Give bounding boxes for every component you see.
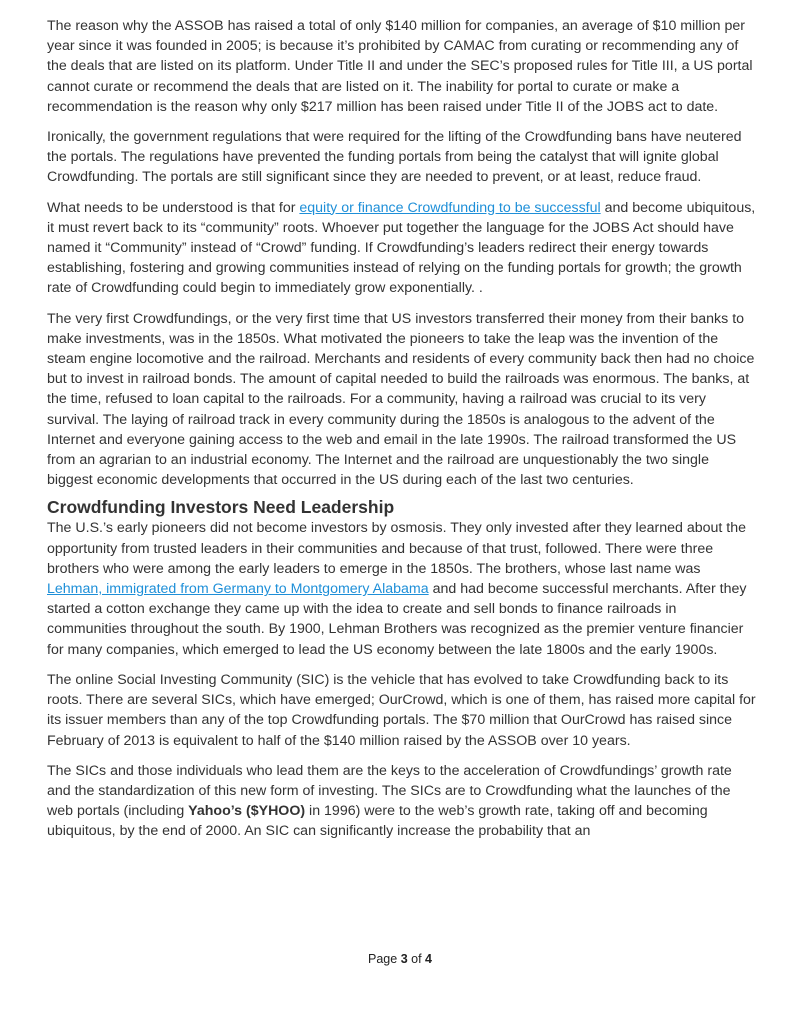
ticker-yahoo: Yahoo’s ($YHOO) [188,803,306,820]
paragraph-text: The SICs and those individuals who lead them are the keys to the acceleration of Crowdfundings’ growth rate and the standardization of this new form of investing. The SICs are to Crowdfunding what the launches of the web portals (including [47,762,732,820]
document-page [47,16,757,852]
page-footer [0,952,800,966]
page-word: Page [368,952,398,966]
paragraph-text: and become ubiquitous, it must revert back to its “community” roots. Whoever put together the language for the JOBS Act should have named it “Community” instead of “Crowd” funding. If Crowdfunding’s leaders redirect their energy towards establishing, fostering and growing communities instead of relying on the funding portals for growth; the growth rate of Crowdfunding could begin to immediately grow exponentially. . [47,199,756,297]
paragraph-first-crowdfundings: The very first Crowdfundings, or the very first time that US investors transferred their money from their banks to make investments, was in the 1850s. What motivated the pioneers to take the leap was the invention of the steam engine locomotive and the railroad. Merchants and residents of every community back then had no choice but to invest in railroad bonds. The amount of capital needed to build the railroads was enormous. The banks, at the time, refused to loan capital to the railroads. For a community, having a railroad was crucial to its very survival. The laying of railroad track in every community during the 1850s is analogous to the advent of the Internet and everyone gaining access to the web and email in the late 1990s. The railroad transformed the US from an agrarian to an industrial economy. The Internet and the railroad are unquestionably the two single biggest economic developments that occurred in the US during each of the last two centuries. [47,310,755,489]
paragraph-pioneers [47,518,757,659]
of-word: of [411,952,422,966]
paragraph-community-roots [47,198,757,299]
link-lehman[interactable]: Lehman, immigrated from Germany to Montgomery Alabama [47,581,429,598]
paragraph-sics-leaders [47,761,757,842]
paragraph-text: in 1996) were to the web’s growth rate, taking off and becoming ubiquitous, by the end of 2000. An SIC can significantly increase the probability that an [47,803,708,840]
paragraph-text: and had become successful merchants. After they started a cotton exchange they came up with the idea to create and sell bonds to finance railroads in communities throughout the south. By 1900, Lehman Brothers was recognized as the premier venture financier for many companies, which emerged to lead the US economy between the late 1800s and the early 1900s. [47,581,747,658]
paragraph-text: What needs to be understood is that for [47,199,300,216]
section-heading: Crowdfunding Investors Need Leadership [47,497,395,518]
link-equity-crowdfunding[interactable]: equity or finance Crowdfunding to be successful [299,199,601,216]
paragraph-ironically: Ironically, the government regulations that were required for the lifting of the Crowdfunding bans have neutered the portals. The regulations have prevented the funding portals from being the catalyst that will ignite global Crowdfunding. The portals are still significant since they are needed to prevent, or at least, reduce fraud. [47,129,742,186]
page-current: 3 [400,952,408,966]
paragraph-sic: The online Social Investing Community (SIC) is the vehicle that has evolved to take Crowdfunding back to its roots. There are several SICs, which have emerged; OurCrowd, which is one of them, has raised more capital for its issuer members than any of the top Crowdfunding portals. The $70 million that OurCrowd has raised since February of 2013 is equivalent to half of the $140 million raised by the ASSOB over 10 years. [47,671,756,749]
paragraph-assob: The reason why the ASSOB has raised a total of only $140 million for companies, an average of $10 million per year since it was founded in 2005; is because it’s prohibited by CAMAC from curating or recommending any of the deals that are listed on its platform. Under Title II and under the SEC’s proposed rules for Title III, a US portal cannot curate or recommend the deals that are listed on it. The inability for portal to curate or make a recommendation is the reason why only $217 million has been raised under Title II of the JOBS act to date. [47,18,753,115]
page-total: 4 [425,952,432,966]
paragraph-text: The U.S.’s early pioneers did not become investors by osmosis. They only invested after they learned about the opportunity from trusted leaders in their communities and because of that trust, followed. There were three brothers who were among the early leaders to emerge in the 1850s. The brothers, whose last name was [47,520,746,577]
